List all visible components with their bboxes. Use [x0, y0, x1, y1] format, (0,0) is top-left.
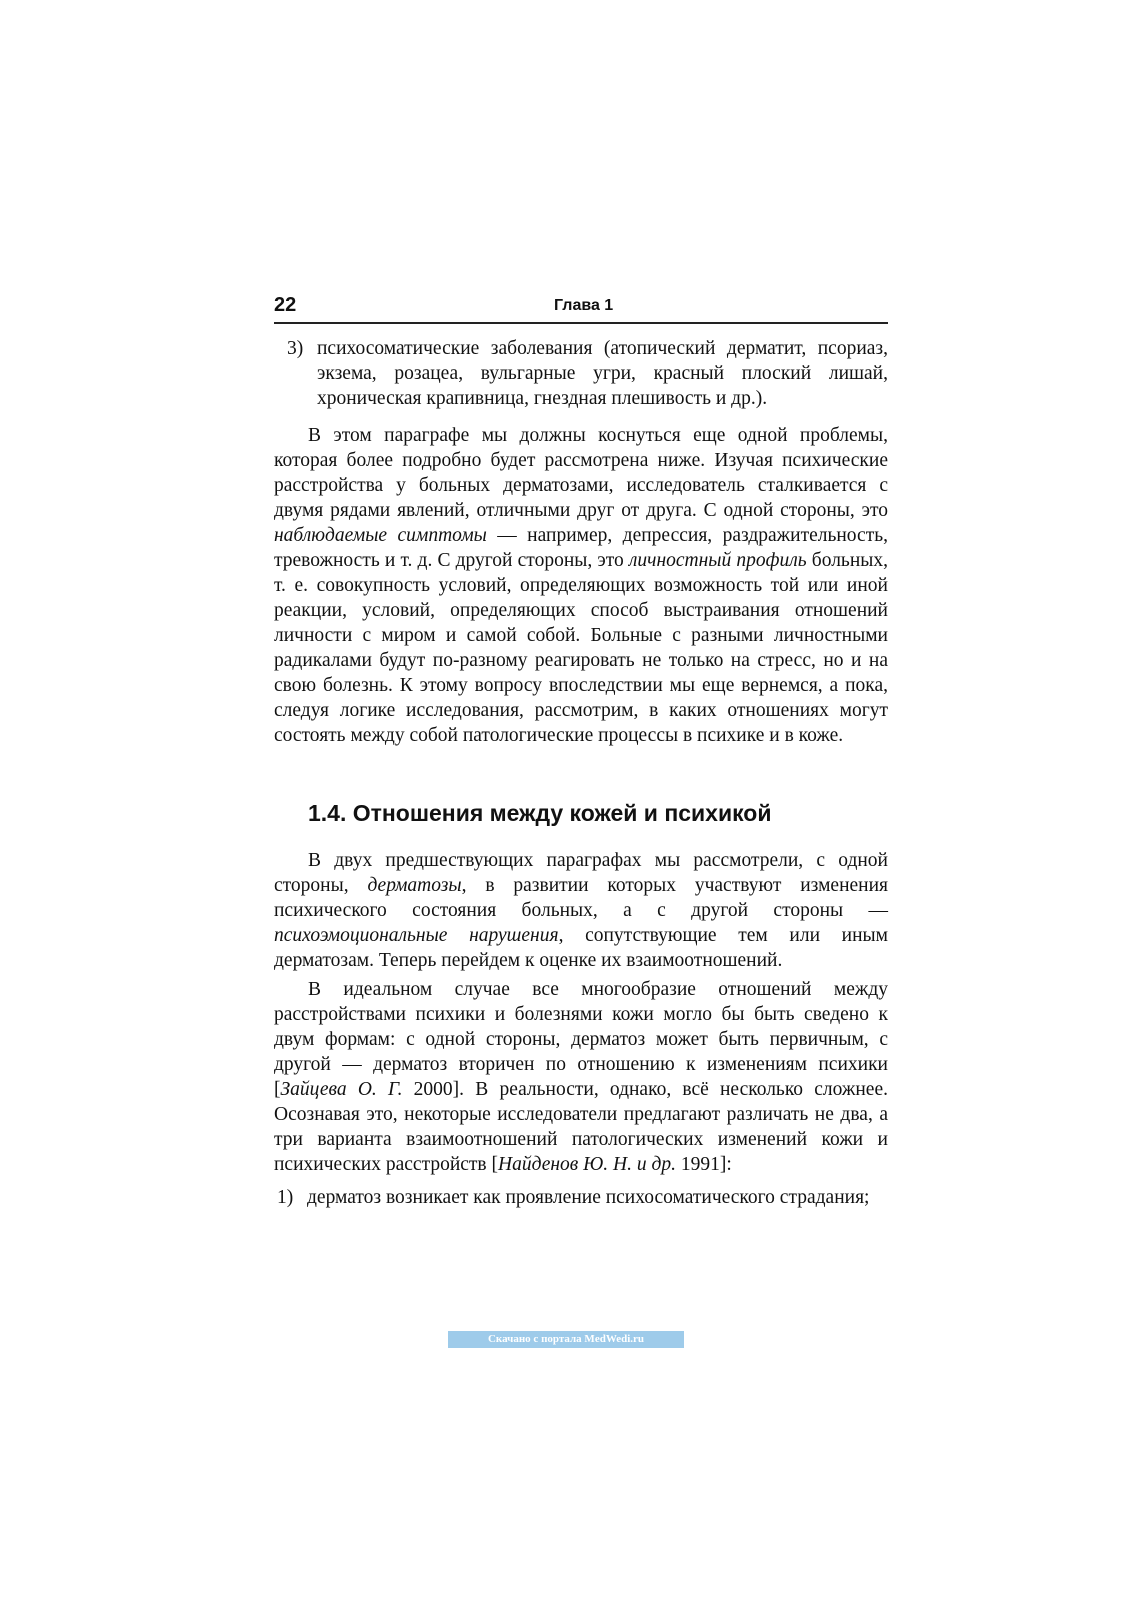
- paragraph-text: В этом параграфе мы должны коснуться еще одной проблемы, которая более подробно будет рассмотрена ниже. Изучая психические расстройства у больных дерматозами, исследователь сталкивается с двумя рядами явлений, отличными друг от друга. С одной стороны, это: [274, 425, 888, 521]
- paragraph-text: — например, депрессия, раздражительность, тревожность и т. д. С другой стороны, это: [274, 525, 888, 571]
- paragraph: [274, 977, 888, 1177]
- emphasis-term: наблюдаемые симптомы: [274, 525, 487, 546]
- paragraph-text: 2000]. В реальности, однако, всё несколько сложнее. Осознавая это, некоторые исследователи предлагают различать не два, а три варианта взаимоотношений патологических изменений кожи и психических расстройств [: [274, 1079, 888, 1175]
- book-page: [274, 288, 888, 1210]
- paragraph: [274, 423, 888, 748]
- section-heading: 1.4. Отношения между кожей и психикой: [308, 800, 772, 826]
- paragraph-text: В идеальном случае все многообразие отношений между расстройствами психики и болезнями кожи могло бы быть сведено к двум формам: с одной стороны, дерматоз может быть первичным, с другой — дерматоз вторичен по отношению к изменениям психики [: [274, 979, 888, 1100]
- list-marker: 1): [277, 1187, 294, 1208]
- paragraph-text: , в развитии которых участвуют изменения психического состояния больных, а с другой стороны —: [274, 875, 888, 921]
- download-banner: Скачано с портала MedWedi.ru: [448, 1331, 684, 1348]
- paragraph-text: , сопутствующие тем или иным дерматозам. Теперь перейдем к оценке их взаимоотношений.: [274, 925, 888, 971]
- list-item: [287, 336, 888, 411]
- chapter-title: Глава 1: [554, 297, 614, 314]
- emphasis-term: личностный профиль: [628, 550, 807, 571]
- list-item-text: дерматоз возникает как проявление психосоматического страдания;: [307, 1187, 870, 1208]
- emphasis-term: психоэмоциональные нарушения: [274, 925, 559, 946]
- list-item: [277, 1185, 888, 1210]
- paragraph-text: больных, т. е. совокупность условий, определяющих возможность той или иной реакции, условий, определяющих способ выстраивания отношений личности с миром и самой собой. Больные с разными личностными радикалами будут по-разному реагировать не только на стресс, но и на свою болезнь. К этому вопросу впоследствии мы еще вернемся, а пока, следуя логике исследования, рассмотрим, в каких отношениях могут состоять между собой патологические процессы в психике и в коже.: [274, 550, 888, 746]
- citation-author: Найденов Ю. Н. и др.: [498, 1154, 676, 1175]
- emphasis-term: дерматозы: [367, 875, 462, 896]
- page-number: 22: [274, 294, 297, 316]
- paragraph-text: В двух предшествующих параграфах мы рассмотрели, с одной стороны,: [274, 850, 888, 896]
- running-header: [274, 288, 888, 324]
- citation-author: Зайцева О. Г.: [280, 1079, 403, 1100]
- list-item-text: психосоматические заболевания (атопический дерматит, псориаз, экзема, розацеа, вульгарные угри, красный плоский лишай, хроническая крапивница, гнездная плешивость и др.).: [317, 338, 888, 409]
- paragraph-text: 1991]:: [675, 1154, 732, 1175]
- paragraph: [274, 848, 888, 973]
- list-marker: 3): [287, 338, 304, 359]
